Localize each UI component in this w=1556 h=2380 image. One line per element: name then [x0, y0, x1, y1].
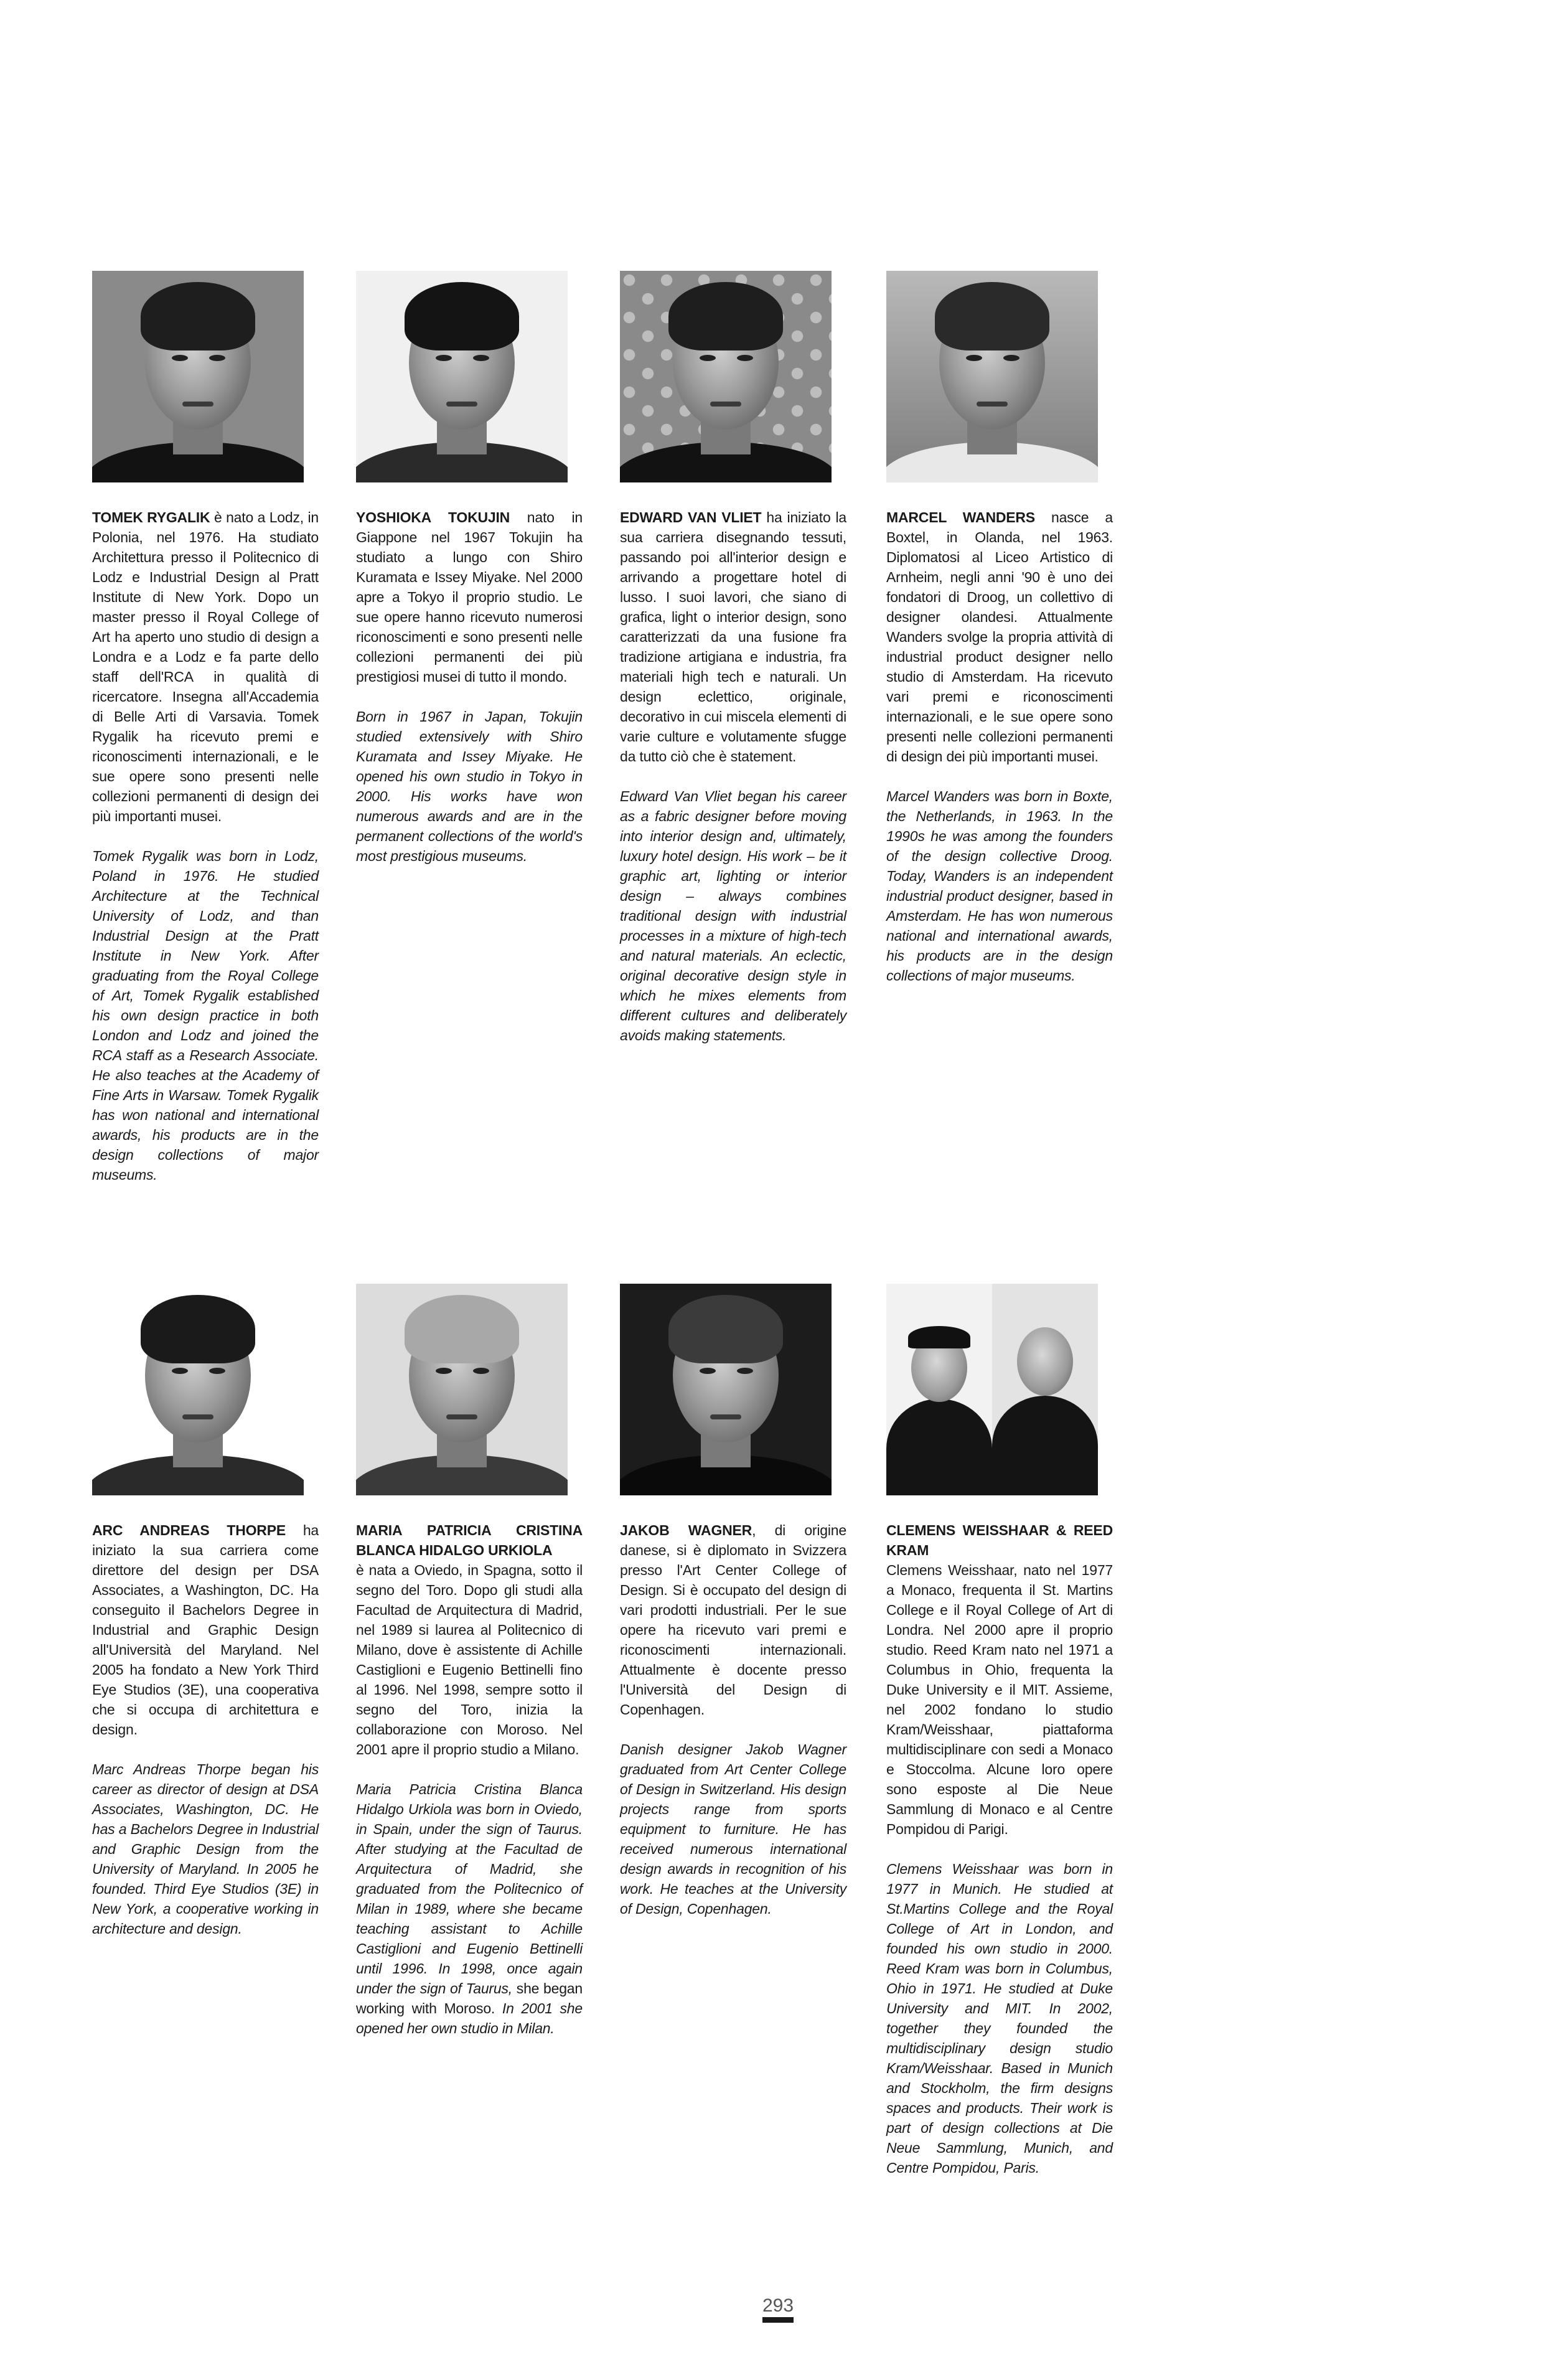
designer-name: ARC ANDREAS THORPE — [92, 1522, 286, 1538]
portrait-photo — [620, 1284, 832, 1495]
portrait-photo — [620, 271, 832, 482]
designer-name: TOMEK RYGALIK — [92, 509, 210, 525]
designer-name: MARIA PATRICIA CRISTINA BLANCA HIDALGO URKIOLA — [356, 1522, 583, 1558]
bio-text — [620, 1520, 846, 1919]
bio-english: Tomek Rygalik was born in Lodz, Poland in 1976. He studied Architecture at the Technical University of Lodz, and than Industrial Design at the Pratt Institute in New York. After graduating from the Royal College of Art, Tomek Rygalik established his own design practice in both London and Lodz and joined the RCA staff as a Research Associate. He also teaches at the Academy of Fine Arts in Warsaw. Tomek Rygalik has won national and international awards, his products are in the design collections of major museums. — [92, 848, 319, 1183]
bio-italian: è nato a Lodz, in Polonia, nel 1976. Ha studiato Architettura presso il Politecnico di Lodz e Industrial Design al Pratt Institute di New York. Dopo un master presso il Royal College of Art ha aperto uno studio di design a Londra e a Lodz e fa parte dello staff dell'RCA in qualità di ricercatore. Insegna all'Accademia di Belle Arti di Varsavia. Tomek Rygalik ha ricevuto premi e riconoscimenti internazionali, e le sue opere sono presenti nelle collezioni permanenti di design dei più importanti musei. — [92, 509, 319, 824]
bio-english-part-2: she began working with Moroso. — [356, 1980, 583, 2016]
bio-italian: nato in Giappone nel 1967 Tokujin ha studiato a lungo con Shiro Kuramata e Issey Miyake. Nel 2000 apre a Tokyo il proprio studio. Le sue opere hanno ricevuto numerosi riconoscimenti e sono presenti nelle collezioni permanenti dei più prestigiosi musei di tutto il mondo. — [356, 509, 583, 685]
portrait-photo — [356, 271, 568, 482]
bio-text — [92, 1520, 319, 1939]
portrait-photo — [92, 1284, 304, 1495]
bio-text — [92, 507, 319, 1185]
bio-italian: Clemens Weisshaar, nato nel 1977 a Monaco, frequenta il St. Martins College e il Royal College of Art di Londra. Nel 2000 apre il proprio studio. Reed Kram nato nel 1971 a Columbus in Ohio, frequenta la Duke University e il MIT. Assieme, nel 2002 fondano lo studio Kram/Weisshaar, piattaforma multidisciplinare con sedi a Monaco e Stoccolma. Alcune loro opere sono esposte al Die Neue Sammlung di Monaco e al Centre Pompidou di Parigi. — [886, 1562, 1113, 1837]
bio-italian: ha iniziato la sua carriera disegnando tessuti, passando poi all'interior design e arrivando a progettare hotel di lusso. I suoi lavori, che siano di grafica, light o interior design, sono caratterizzati da una fusione fra tradizione artigiana e industria, fra materiali high tech e naturali. Un design eclettico, originale, decorativo in cui miscela elementi di varie culture e volutamente sfugge da tutto ciò che è statement. — [620, 509, 847, 764]
bio-text — [886, 1520, 1113, 2178]
bio-marcel-wanders — [886, 271, 1113, 985]
bio-italian: ha iniziato la sua carriera come direttore del design per DSA Associates, a Washington, DC. Ha conseguito il Bachelors Degree in Industrial and Graphic Design all'Università del Maryland. Nel 2005 ha fondato a New York Third Eye Studios (3E), una cooperativa che si occupa di architettura e design. — [92, 1522, 319, 1738]
page-number-bar — [762, 2317, 794, 2323]
designer-name: YOSHIOKA TOKUJIN — [356, 509, 510, 525]
portrait-photo — [356, 1284, 568, 1495]
bio-text — [620, 507, 846, 1045]
bio-weisshaar-kram — [886, 1284, 1113, 2178]
bio-english: Danish designer Jakob Wagner graduated from Art Center College of Design in Switzerland. His design projects range from sports equipment to furniture. He has received numerous international design awards in recognition of his work. He teaches at the University of Design, Copenhagen. — [620, 1741, 846, 1917]
bio-text — [886, 507, 1113, 985]
bio-english: Edward Van Vliet began his career as a fabric designer before moving into interior design and, ultimately, luxury hotel design. His work – be it graphic art, lighting or interior design – always combines traditional design with industrial processes in a mixture of high-tech and natural materials. An eclectic, original decorative design style in which he mixes elements from different cultures and deliberately avoids making statements. — [620, 788, 846, 1043]
bio-tomek-rygalik — [92, 271, 319, 1185]
bio-english — [356, 1779, 583, 2038]
bio-arc-andreas-thorpe — [92, 1284, 319, 1939]
designer-name: JAKOB WAGNER — [620, 1522, 752, 1538]
bio-yoshioka-tokujin — [356, 271, 583, 866]
bio-english: Clemens Weisshaar was born in 1977 in Munich. He studied at St.Martins College and the Royal College of Art in London, and founded his own studio in 2000. Reed Kram was born in Columbus, Ohio in 1971. He studied at Duke University and MIT. In 2002, together they founded the multidisciplinary design studio Kram/Weisshaar. Based in Munich and Stockholm, the firm designs spaces and products. Their work is part of design collections at Die Neue Sammlung, Munich, and Centre Pompidou, Paris. — [886, 1861, 1113, 2176]
bio-english: Marcel Wanders was born in Boxte, the Netherlands, in 1963. In the 1990s he was among the founders of the design collective Droog. Today, Wanders is an independent industrial product designer, based in Amsterdam. He has won numerous national and international awards, his products are in the design collections of major museums. — [886, 788, 1113, 984]
bio-english-part-3: In 2001 she opened her own studio in Milan. — [356, 2000, 583, 2036]
bio-english: Marc Andreas Thorpe began his career as director of design at DSA Associates, Washington, DC. He has a Bachelors Degree in Industrial and Graphic Design from the University of Maryland. In 2005 he founded. Third Eye Studios (3E) in New York, a cooperative working in architecture and design. — [92, 1761, 319, 1937]
bio-italian: nasce a Boxtel, in Olanda, nel 1963. Diplomatosi al Liceo Artistico di Arnheim, negli anni '90 è uno dei fondatori di Droog, un collettivo di designer olandesi. Attualmente Wanders svolge la propria attività di industrial product designer nello studio di Amsterdam. Ha ricevuto vari premi e riconoscimenti internazionali, e le sue opere sono presenti nelle collezioni permanenti di design dei più importanti musei. — [886, 509, 1113, 764]
designer-name: EDWARD VAN VLIET — [620, 509, 762, 525]
bio-italian: , di origine danese, si è diplomato in Svizzera presso l'Art Center College of Design. Si è occupato del design di vari prodotti industriali. Per le sue opere ha ricevuto vari premi e riconoscimenti internazionali. Attualmente è docente presso l'Università del Design di Copenhagen. — [620, 1522, 846, 1718]
page-number: 293 — [762, 2295, 794, 2316]
designer-name: CLEMENS WEISSHAAR & REED KRAM — [886, 1522, 1113, 1558]
portrait-photo — [886, 1284, 1098, 1495]
designer-name: MARCEL WANDERS — [886, 509, 1035, 525]
bio-edward-van-vliet — [620, 271, 846, 1045]
bio-text — [356, 1520, 583, 2038]
portrait-photo — [92, 271, 304, 482]
bio-english-part-1: Maria Patricia Cristina Blanca Hidalgo Urkiola was born in Oviedo, in Spain, under the sign of Taurus. After studying at the Facultad de Arquitectura of Madrid, she graduated from the Politecnico of Milan in 1989, where she became teaching assistant to Achille Castiglioni and Eugenio Bettinelli until 1996. In 1998, once again under the sign of Taurus, — [356, 1781, 583, 1997]
portrait-photo — [886, 271, 1098, 482]
bio-patricia-urkiola — [356, 1284, 583, 2038]
bio-italian: è nata a Oviedo, in Spagna, sotto il segno del Toro. Dopo gli studi alla Facultad de Arquitectura di Madrid, nel 1989 si laurea al Politecnico di Milano, dove è assistente di Achille Castiglioni e Eugenio Bettinelli fino al 1996. Nel 1998, sempre sotto il segno del Toro, inizia la collaborazione con Moroso. Nel 2001 apre il proprio studio a Milano. — [356, 1562, 583, 1757]
bio-english: Born in 1967 in Japan, Tokujin studied extensively with Shiro Kuramata and Issey Miyake. He opened his own studio in Tokyo in 2000. His works have won numerous awards and are in the permanent collections of the world's most prestigious museums. — [356, 708, 583, 864]
bio-text — [356, 507, 583, 866]
bio-jakob-wagner — [620, 1284, 846, 1919]
